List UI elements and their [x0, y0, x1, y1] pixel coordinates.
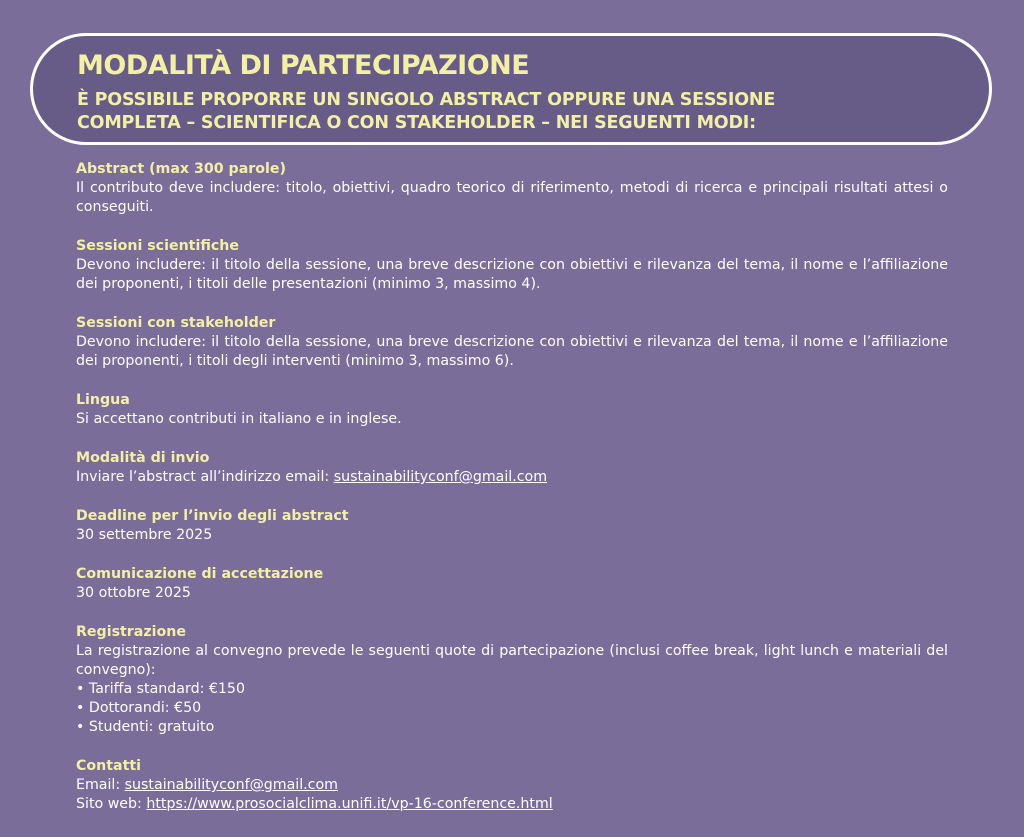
contact-email-link[interactable]: sustainabilityconf@gmail.com — [124, 777, 338, 793]
content — [76, 160, 948, 834]
section-registration — [76, 623, 948, 737]
section-title: Modalità di invio — [76, 450, 210, 466]
section-text: Si accettano contributi in italiano e in inglese. — [76, 411, 402, 427]
section-title: Registrazione — [76, 624, 186, 640]
website-link[interactable]: https://www.prosocialclima.unifi.it/vp-16-conference.html — [146, 796, 553, 812]
section-title: Lingua — [76, 392, 130, 408]
list-item: • Studenti: gratuito — [76, 718, 948, 737]
fee-list — [76, 680, 948, 737]
section-stakeholder-sessions — [76, 314, 948, 371]
section-submission — [76, 449, 948, 487]
list-item: • Tariffa standard: €150 — [76, 680, 948, 699]
section-title: Comunicazione di accettazione — [76, 566, 324, 582]
contact-email-line — [76, 776, 948, 795]
submission-text: Inviare l’abstract all’indirizzo email: — [76, 469, 334, 485]
section-title: Deadline per l’invio degli abstract — [76, 508, 349, 524]
deadline-date: 30 settembre 2025 — [76, 527, 213, 543]
email-label: Email: — [76, 777, 125, 793]
section-abstract — [76, 160, 948, 217]
section-text: Devono includere: il titolo della sessione, una breve descrizione con obiettivi e rilevanza del tema, il nome e l’affiliazione dei proponenti, i titoli degli interventi (minimo 3, massimo 6). — [76, 334, 948, 369]
contact-web-line — [76, 795, 948, 814]
section-deadline — [76, 507, 948, 545]
section-text: Il contributo deve includere: titolo, obiettivi, quadro teorico di riferimento, metodi di ricerca e principali risultati attesi o conseguiti. — [76, 180, 948, 215]
section-language — [76, 391, 948, 429]
web-label: Sito web: — [76, 796, 147, 812]
acceptance-date: 30 ottobre 2025 — [76, 585, 191, 601]
page-title: MODALITÀ DI PARTECIPAZIONE — [77, 50, 530, 81]
section-scientific-sessions — [76, 237, 948, 294]
section-acceptance — [76, 565, 948, 603]
list-item: • Dottorandi: €50 — [76, 699, 948, 718]
section-text: Devono includere: il titolo della sessione, una breve descrizione con obiettivi e rilevanza del tema, il nome e l’affiliazione dei proponenti, i titoli delle presentazioni (minimo 3, massimo 4). — [76, 257, 948, 292]
section-text: La registrazione al convegno prevede le seguenti quote di partecipazione (inclusi coffee break, light lunch e materiali del convegno): — [76, 643, 948, 678]
section-title: Abstract (max 300 parole) — [76, 161, 286, 177]
submission-email-link[interactable]: sustainabilityconf@gmail.com — [333, 469, 548, 485]
section-title: Sessioni con stakeholder — [76, 315, 276, 331]
section-text — [76, 468, 948, 487]
page-subtitle: È POSSIBILE PROPORRE UN SINGOLO ABSTRACT OPPURE UNA SESSIONE COMPLETA – SCIENTIFICA O CON STAKEHOLDER – NEI SEGUENTI MODI: — [77, 90, 776, 133]
section-title: Contatti — [76, 758, 142, 774]
section-title: Sessioni scientifiche — [76, 238, 239, 254]
section-contacts — [76, 757, 948, 814]
